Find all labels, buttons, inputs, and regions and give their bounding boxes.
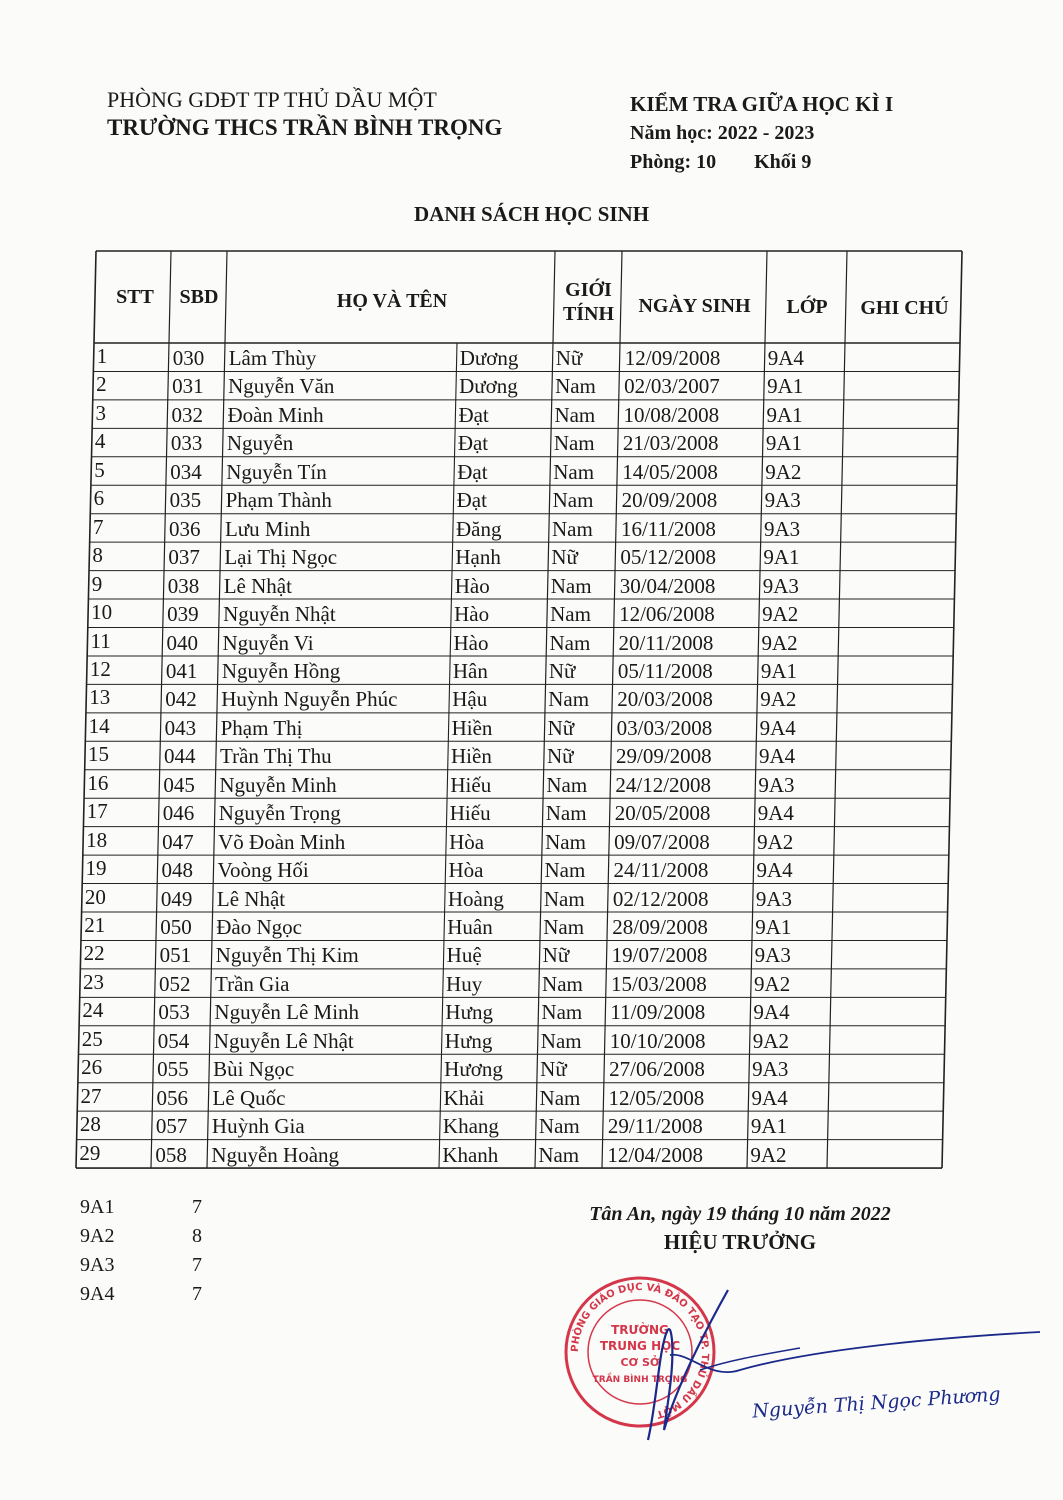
cell-ten: Đạt bbox=[457, 431, 489, 456]
cell-lop: 9A3 bbox=[755, 886, 793, 911]
cell-stt: 16 bbox=[87, 770, 109, 795]
cell-gioi-tinh: Nữ bbox=[547, 744, 574, 769]
header-gender-line1: GIỚI bbox=[565, 279, 612, 301]
header-sbd: SBD bbox=[179, 286, 219, 308]
header-dob: NGÀY SINH bbox=[638, 295, 751, 317]
cell-sbd: 055 bbox=[157, 1057, 189, 1082]
cell-ho-dem: Lê Quốc bbox=[212, 1085, 286, 1110]
cell-sbd: 050 bbox=[160, 915, 192, 939]
cell-gioi-tinh: Nam bbox=[545, 801, 587, 826]
cell-lop: 9A1 bbox=[767, 374, 804, 399]
cell-lop: 9A1 bbox=[755, 915, 792, 939]
cell-gioi-tinh: Nữ bbox=[542, 943, 570, 968]
table-vline bbox=[827, 251, 847, 1168]
cell-stt: 8 bbox=[92, 543, 103, 568]
department-name: PHÒNG GDĐT TP THỦ DẦU MỘT bbox=[107, 87, 437, 112]
cell-ho-dem: Huỳnh Nguyễn Phúc bbox=[221, 687, 398, 712]
cell-ngay-sinh: 28/09/2008 bbox=[612, 915, 708, 939]
cell-lop: 9A2 bbox=[762, 602, 799, 627]
cell-lop: 9A3 bbox=[763, 516, 801, 541]
cell-ngay-sinh: 12/06/2008 bbox=[619, 602, 715, 627]
cell-ten: Hiền bbox=[451, 744, 492, 769]
cell-sbd: 053 bbox=[158, 1000, 190, 1025]
cell-ten: Dương bbox=[459, 374, 518, 399]
summary-count: 7 bbox=[192, 1283, 202, 1305]
header-gender bbox=[555, 278, 622, 326]
document-title: DANH SÁCH HỌC SINH bbox=[413, 202, 650, 226]
cell-stt: 21 bbox=[84, 913, 106, 937]
signature-scribble bbox=[630, 1260, 1050, 1460]
cell-ten: Hậu bbox=[452, 687, 488, 712]
cell-sbd: 047 bbox=[162, 829, 194, 854]
cell-ho-dem: Đào Ngọc bbox=[216, 915, 302, 939]
cell-gioi-tinh: Nam bbox=[553, 431, 595, 456]
signer-title: HIỆU TRƯỞNG bbox=[663, 1230, 817, 1254]
cell-ho-dem: Nguyễn Lê Nhật bbox=[213, 1028, 354, 1053]
summary-count: 7 bbox=[192, 1254, 202, 1276]
cell-sbd: 048 bbox=[161, 858, 194, 883]
class-summary bbox=[80, 1193, 202, 1309]
cell-ten: Hào bbox=[453, 630, 489, 655]
cell-ten: Khang bbox=[442, 1114, 499, 1139]
cell-sbd: 046 bbox=[162, 801, 195, 826]
cell-lop: 9A4 bbox=[751, 1085, 788, 1110]
cell-stt: 13 bbox=[89, 685, 111, 710]
cell-ho-dem: Nguyễn Tín bbox=[226, 459, 327, 484]
cell-ten: Đạt bbox=[457, 459, 488, 484]
cell-sbd: 031 bbox=[172, 374, 204, 399]
cell-lop: 9A2 bbox=[754, 971, 791, 996]
cell-ngay-sinh: 20/03/2008 bbox=[617, 687, 713, 712]
cell-gioi-tinh: Nam bbox=[549, 630, 591, 655]
cell-ngay-sinh: 20/09/2008 bbox=[621, 488, 718, 513]
cell-ngay-sinh: 29/11/2008 bbox=[607, 1114, 703, 1139]
cell-sbd: 042 bbox=[165, 687, 197, 712]
cell-gioi-tinh: Nam bbox=[545, 829, 586, 854]
cell-ngay-sinh: 05/11/2008 bbox=[617, 658, 713, 683]
cell-gioi-tinh: Nam bbox=[543, 886, 585, 911]
cell-gioi-tinh: Nữ bbox=[548, 658, 576, 683]
cell-lop: 9A4 bbox=[767, 346, 804, 370]
cell-stt: 10 bbox=[91, 600, 113, 625]
cell-ngay-sinh: 29/09/2008 bbox=[616, 744, 712, 769]
cell-ngay-sinh: 16/11/2008 bbox=[620, 516, 716, 541]
cell-gioi-tinh: Nam bbox=[538, 1142, 580, 1167]
cell-ngay-sinh: 15/03/2008 bbox=[611, 971, 707, 996]
cell-ho-dem: Lê Nhật bbox=[223, 573, 292, 598]
cell-ngay-sinh: 02/03/2007 bbox=[624, 374, 720, 399]
cell-stt: 1 bbox=[96, 344, 108, 368]
cell-ngay-sinh: 30/04/2008 bbox=[619, 573, 716, 598]
cell-lop: 9A4 bbox=[753, 1000, 790, 1025]
cell-ho-dem: Nguyễn Lê Minh bbox=[214, 1000, 360, 1025]
cell-sbd: 034 bbox=[170, 459, 202, 484]
cell-lop: 9A4 bbox=[756, 858, 793, 883]
cell-ho-dem: Nguyễn Trọng bbox=[218, 801, 341, 826]
summary-class: 9A1 bbox=[80, 1196, 115, 1218]
cell-ngay-sinh: 12/04/2008 bbox=[607, 1142, 703, 1167]
cell-ho-dem: Phạm Thị bbox=[220, 715, 303, 740]
summary-class: 9A2 bbox=[80, 1225, 115, 1247]
cell-ten: Đăng bbox=[455, 516, 502, 541]
stamp-ring-text: PHÒNG GIÁO DỤC VÀ ĐÀO TẠO TP. THỦ DẦU MỘT bbox=[569, 1281, 711, 1420]
cell-gioi-tinh: Nữ bbox=[540, 1057, 567, 1082]
cell-gioi-tinh: Nam bbox=[554, 402, 596, 427]
summary-count: 7 bbox=[192, 1196, 202, 1218]
cell-stt: 29 bbox=[79, 1140, 101, 1165]
header-stt: STT bbox=[116, 286, 154, 308]
cell-sbd: 033 bbox=[170, 431, 203, 456]
cell-sbd: 036 bbox=[168, 516, 201, 541]
cell-gioi-tinh: Nam bbox=[552, 488, 594, 513]
cell-ngay-sinh: 21/03/2008 bbox=[622, 431, 719, 456]
cell-ho-dem: Voòng Hối bbox=[217, 858, 309, 883]
cell-ten: Đạt bbox=[456, 488, 487, 513]
cell-lop: 9A3 bbox=[764, 488, 801, 513]
cell-lop: 9A1 bbox=[760, 658, 798, 683]
cell-stt: 11 bbox=[90, 628, 111, 653]
cell-stt: 5 bbox=[94, 457, 105, 482]
place-date: Tân An, ngày 19 tháng 10 năm 2022 bbox=[589, 1203, 891, 1225]
stamp-line2: TRUNG HỌC bbox=[599, 1339, 681, 1353]
cell-gioi-tinh: Nam bbox=[539, 1085, 581, 1110]
cell-stt: 9 bbox=[91, 571, 103, 596]
cell-ho-dem: Nguyễn bbox=[226, 431, 294, 456]
cell-lop: 9A1 bbox=[750, 1114, 788, 1139]
cell-gioi-tinh: Nam bbox=[538, 1114, 580, 1139]
cell-stt: 18 bbox=[86, 827, 108, 852]
cell-ho-dem: Nguyễn Thị Kim bbox=[215, 943, 359, 968]
cell-sbd: 035 bbox=[169, 488, 202, 513]
school-year: Năm học: 2022 - 2023 bbox=[630, 122, 815, 144]
cell-stt: 28 bbox=[79, 1112, 101, 1137]
room-number: Phòng: 10 bbox=[630, 151, 717, 173]
cell-sbd: 039 bbox=[167, 602, 199, 627]
cell-ten: Hưng bbox=[444, 1028, 493, 1053]
cell-ngay-sinh: 27/06/2008 bbox=[609, 1057, 705, 1082]
cell-ngay-sinh: 14/05/2008 bbox=[622, 459, 718, 484]
cell-gioi-tinh: Nam bbox=[550, 573, 592, 598]
cell-ngay-sinh: 24/11/2008 bbox=[613, 858, 709, 883]
cell-stt: 7 bbox=[92, 514, 104, 539]
cell-gioi-tinh: Nam bbox=[555, 374, 596, 399]
cell-gioi-tinh: Nam bbox=[548, 687, 590, 712]
cell-ngay-sinh: 10/08/2008 bbox=[623, 402, 720, 427]
cell-ho-dem: Nguyễn Minh bbox=[219, 772, 337, 797]
cell-stt: 3 bbox=[95, 400, 106, 425]
cell-gioi-tinh: Nam bbox=[551, 516, 593, 541]
header-note: GHI CHÚ bbox=[860, 297, 949, 319]
cell-ngay-sinh: 20/11/2008 bbox=[618, 630, 714, 655]
cell-sbd: 045 bbox=[163, 772, 195, 797]
cell-ten: Hương bbox=[444, 1057, 503, 1082]
cell-ten: Hiếu bbox=[449, 801, 491, 826]
cell-lop: 9A2 bbox=[752, 1028, 789, 1053]
cell-ho-dem: Võ Đoàn Minh bbox=[218, 829, 346, 854]
cell-gioi-tinh: Nam bbox=[542, 971, 583, 996]
header-gender-line2: TÍNH bbox=[562, 303, 615, 325]
cell-sbd: 044 bbox=[164, 744, 196, 769]
cell-ten: Hạnh bbox=[455, 545, 501, 570]
cell-ngay-sinh: 20/05/2008 bbox=[614, 801, 711, 826]
cell-ngay-sinh: 03/03/2008 bbox=[616, 715, 713, 740]
cell-sbd: 054 bbox=[157, 1028, 190, 1053]
cell-ngay-sinh: 11/09/2008 bbox=[610, 1000, 706, 1025]
cell-ten: Hưng bbox=[445, 1000, 493, 1025]
cell-ho-dem: Nguyễn Vi bbox=[222, 630, 314, 655]
cell-lop: 9A2 bbox=[750, 1142, 787, 1167]
cell-ten: Khanh bbox=[442, 1142, 499, 1167]
cell-gioi-tinh: Nam bbox=[550, 602, 591, 627]
cell-ngay-sinh: 09/07/2008 bbox=[614, 829, 710, 854]
cell-ngay-sinh: 05/12/2008 bbox=[620, 545, 717, 570]
cell-gioi-tinh: Nam bbox=[540, 1028, 582, 1053]
cell-ten: Hào bbox=[454, 573, 490, 598]
cell-ngay-sinh: 12/09/2008 bbox=[624, 346, 721, 370]
cell-ten: Hiếu bbox=[450, 772, 492, 797]
cell-ten: Dương bbox=[459, 346, 519, 370]
cell-sbd: 051 bbox=[159, 943, 192, 968]
summary-row bbox=[80, 1280, 202, 1309]
cell-stt: 2 bbox=[96, 372, 107, 397]
stamp-line1: TRƯỜNG bbox=[611, 1323, 669, 1337]
stamp-line3: CƠ SỞ bbox=[620, 1356, 660, 1369]
cell-lop: 9A2 bbox=[757, 829, 794, 854]
cell-gioi-tinh: Nữ bbox=[547, 715, 575, 740]
cell-lop: 9A2 bbox=[761, 630, 798, 655]
cell-lop: 9A2 bbox=[760, 687, 797, 712]
cell-stt: 24 bbox=[82, 998, 104, 1023]
cell-gioi-tinh: Nam bbox=[546, 772, 588, 797]
exam-name: KIỂM TRA GIỮA HỌC KÌ I bbox=[630, 92, 894, 116]
cell-gioi-tinh: Nam bbox=[543, 915, 585, 939]
cell-ten: Hoàng bbox=[447, 886, 504, 911]
cell-ho-dem: Đoàn Minh bbox=[227, 402, 324, 427]
cell-ho-dem: Huỳnh Gia bbox=[211, 1114, 305, 1139]
table-vline bbox=[942, 251, 962, 1168]
cell-ten: Huy bbox=[446, 971, 483, 996]
cell-gioi-tinh: Nữ bbox=[551, 545, 578, 570]
cell-lop: 9A1 bbox=[765, 431, 802, 456]
cell-ten: Hiền bbox=[451, 715, 493, 740]
cell-ho-dem: Nguyễn Hoàng bbox=[211, 1142, 340, 1167]
cell-lop: 9A4 bbox=[759, 744, 796, 769]
header-class: LỚP bbox=[786, 296, 828, 318]
cell-ho-dem: Lâm Thùy bbox=[228, 346, 317, 370]
cell-ten: Hào bbox=[454, 602, 490, 627]
cell-stt: 14 bbox=[88, 713, 110, 738]
school-name: TRƯỜNG THCS TRẦN BÌNH TRỌNG bbox=[107, 115, 503, 140]
cell-stt: 23 bbox=[83, 969, 105, 994]
cell-sbd: 040 bbox=[166, 630, 198, 655]
summary-row bbox=[80, 1222, 202, 1251]
summary-row bbox=[80, 1193, 202, 1222]
cell-stt: 19 bbox=[85, 856, 107, 881]
cell-ten: Huân bbox=[447, 915, 493, 939]
cell-stt: 22 bbox=[83, 941, 105, 966]
cell-sbd: 038 bbox=[167, 573, 200, 598]
signature-block bbox=[555, 1203, 925, 1255]
cell-ten: Huệ bbox=[446, 943, 482, 968]
cell-ho-dem: Lưu Minh bbox=[224, 516, 311, 541]
header-name: HỌ VÀ TÊN bbox=[336, 290, 448, 312]
cell-lop: 9A4 bbox=[759, 715, 796, 740]
cell-ten: Hòa bbox=[448, 858, 484, 883]
cell-ngay-sinh: 02/12/2008 bbox=[612, 886, 709, 911]
cell-stt: 20 bbox=[84, 884, 106, 909]
cell-sbd: 041 bbox=[165, 658, 198, 683]
cell-ho-dem: Bùi Ngọc bbox=[213, 1057, 295, 1082]
cell-gioi-tinh: Nam bbox=[541, 1000, 583, 1025]
cell-ngay-sinh: 12/05/2008 bbox=[608, 1085, 705, 1110]
cell-sbd: 058 bbox=[155, 1142, 187, 1167]
cell-stt: 15 bbox=[88, 742, 109, 767]
cell-stt: 27 bbox=[80, 1083, 102, 1108]
summary-count: 8 bbox=[192, 1225, 202, 1247]
cell-ho-dem: Lê Nhật bbox=[216, 886, 286, 911]
summary-row bbox=[80, 1251, 202, 1280]
cell-sbd: 056 bbox=[156, 1085, 189, 1110]
cell-ten: Đạt bbox=[458, 402, 489, 427]
cell-ho-dem: Phạm Thành bbox=[225, 488, 332, 513]
cell-stt: 12 bbox=[89, 656, 111, 681]
cell-gioi-tinh: Nam bbox=[544, 858, 586, 883]
cell-sbd: 032 bbox=[171, 402, 203, 427]
cell-sbd: 057 bbox=[155, 1114, 188, 1139]
cell-ho-dem: Lại Thị Ngọc bbox=[224, 545, 338, 570]
cell-lop: 9A4 bbox=[757, 801, 794, 826]
cell-ten: Hân bbox=[452, 658, 488, 683]
stamp-line4: TRẦN BÌNH TRỌNG bbox=[592, 1375, 688, 1385]
cell-ho-dem: Trần Gia bbox=[215, 971, 290, 996]
cell-ho-dem: Nguyễn Nhật bbox=[223, 602, 336, 627]
grade-level: Khối 9 bbox=[754, 151, 812, 173]
cell-lop: 9A3 bbox=[762, 573, 799, 598]
cell-ho-dem: Trần Thị Thu bbox=[220, 744, 332, 769]
cell-lop: 9A3 bbox=[754, 943, 791, 968]
summary-class: 9A3 bbox=[80, 1254, 115, 1276]
signer-name: Nguyễn Thị Ngọc Phương bbox=[751, 1383, 1002, 1423]
cell-lop: 9A1 bbox=[766, 402, 803, 427]
cell-gioi-tinh: Nữ bbox=[555, 346, 583, 370]
cell-stt: 6 bbox=[93, 486, 105, 511]
cell-lop: 9A3 bbox=[758, 772, 795, 797]
cell-ten: Khải bbox=[443, 1085, 485, 1110]
cell-stt: 17 bbox=[86, 799, 108, 824]
cell-ho-dem: Nguyễn Hồng bbox=[221, 658, 341, 683]
cell-stt: 25 bbox=[81, 1026, 103, 1051]
cell-sbd: 052 bbox=[159, 971, 191, 996]
cell-sbd: 037 bbox=[168, 545, 200, 570]
cell-sbd: 030 bbox=[172, 346, 205, 370]
cell-lop: 9A1 bbox=[763, 545, 800, 570]
cell-lop: 9A2 bbox=[765, 459, 802, 484]
cell-gioi-tinh: Nam bbox=[553, 459, 595, 484]
summary-class: 9A4 bbox=[80, 1283, 115, 1305]
cell-ngay-sinh: 10/10/2008 bbox=[609, 1028, 706, 1053]
cell-stt: 26 bbox=[81, 1055, 103, 1080]
cell-sbd: 043 bbox=[164, 715, 197, 740]
cell-lop: 9A3 bbox=[752, 1057, 789, 1082]
cell-ten: Hòa bbox=[449, 829, 485, 854]
cell-sbd: 049 bbox=[160, 886, 193, 911]
cell-ngay-sinh: 24/12/2008 bbox=[615, 772, 712, 797]
cell-ngay-sinh: 19/07/2008 bbox=[611, 943, 708, 968]
cell-stt: 4 bbox=[94, 429, 106, 454]
cell-ho-dem: Nguyễn Văn bbox=[228, 374, 335, 399]
